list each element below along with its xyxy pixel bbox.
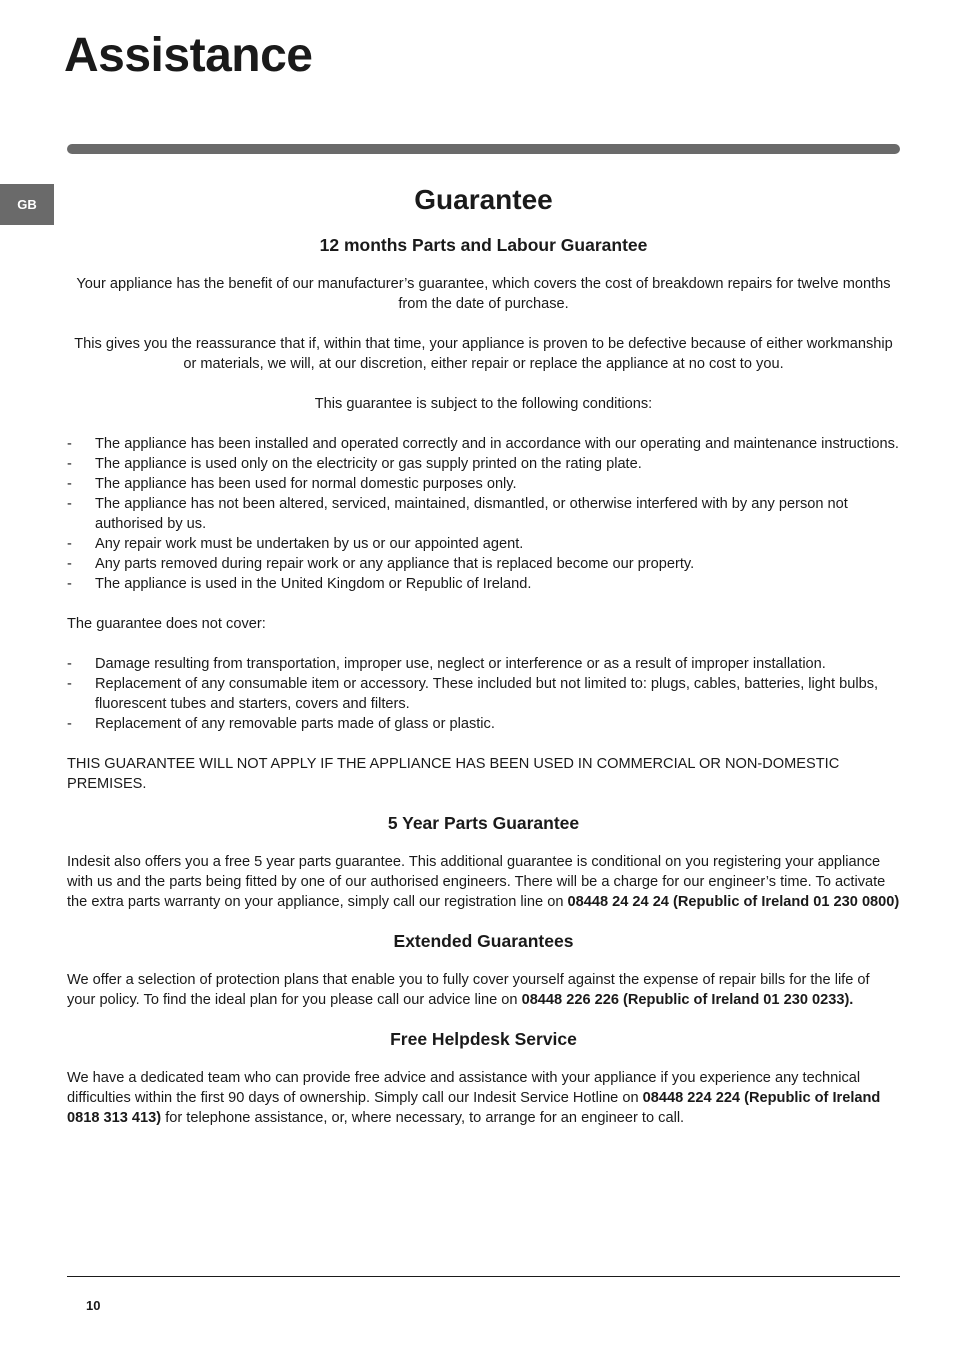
advice-phone: 08448 226 226 (Republic of Ireland 01 230 0233).: [521, 992, 854, 1008]
page-number: 10: [86, 1298, 101, 1313]
header-divider: [67, 144, 900, 154]
footer-divider: [67, 1276, 900, 1277]
extended-guarantees-heading: Extended Guarantees: [393, 931, 574, 951]
list-item: - Damage resulting from transportation, improper use, neglect or interference or as a result of improper installation.: [67, 654, 900, 674]
helpdesk-body-end: for telephone assistance, or, where necessary, to arrange for an engineer to call.: [161, 1110, 685, 1126]
service-hotline-phone: 08448 224 224 (Republic of Ireland 0818 313 413): [67, 1090, 881, 1126]
guarantee-content: [67, 180, 900, 1128]
helpdesk-body: We have a dedicated team who can provide free advice and assistance with your appliance if you experience any technical difficulties within the first 90 days of ownership. Simply call our Indesit Service Hotline on: [67, 1070, 861, 1106]
extended-guarantees-body: We offer a selection of protection plans that enable you to fully cover yourself against the expense of repair bills for the life of your policy. To find the ideal plan for you please call our advice line on: [67, 972, 870, 1008]
list-item: - Any parts removed during repair work or any appliance that is replaced become our property.: [67, 554, 900, 574]
registration-phone: 08448 24 24 24 (Republic of Ireland 01 230 0800): [567, 894, 900, 910]
section-title: Guarantee: [414, 184, 553, 215]
exclusions-list: [67, 654, 900, 734]
page-title: Assistance: [64, 29, 313, 82]
labour-guarantee-heading: 12 months Parts and Labour Guarantee: [319, 235, 648, 255]
list-item: - Any repair work must be undertaken by us or our appointed agent.: [67, 534, 900, 554]
conditions-intro: This guarantee is subject to the following conditions:: [314, 396, 653, 412]
list-item: - The appliance has been used for normal domestic purposes only.: [67, 474, 900, 494]
labour-intro-1: Your appliance has the benefit of our manufacturer’s guarantee, which covers the cost of breakdown repairs for twelve months from the date of purchase.: [76, 276, 891, 312]
extended-guarantees-text: [67, 970, 900, 1010]
commercial-use-notice: THIS GUARANTEE WILL NOT APPLY IF THE APPLIANCE HAS BEEN USED IN COMMERCIAL OR NON-DOMESTIC PREMISES.: [67, 756, 840, 792]
labour-intro-2: This gives you the reassurance that if, within that time, your appliance is proven to be defective because of either workmanship or materials, we will, at our discretion, either repair or replace the appliance at no cost to you.: [74, 336, 893, 372]
list-item: - Replacement of any removable parts made of glass or plastic.: [67, 714, 900, 734]
exclusions-intro: The guarantee does not cover:: [67, 616, 266, 632]
list-item: - The appliance is used only on the electricity or gas supply printed on the rating plate.: [67, 454, 900, 474]
parts-guarantee-text: [67, 852, 900, 912]
list-item: - The appliance is used in the United Kingdom or Republic of Ireland.: [67, 574, 900, 594]
parts-guarantee-heading: 5 Year Parts Guarantee: [387, 813, 580, 833]
helpdesk-heading: Free Helpdesk Service: [390, 1029, 577, 1049]
parts-guarantee-body: Indesit also offers you a free 5 year parts guarantee. This additional guarantee is conditional on you registering your appliance with us and the parts being fitted by one of our authorised engineers. There will be a charge for our engineer’s time. To activate the extra parts warranty on your appliance, simply call our registration line on: [67, 854, 886, 910]
list-item: - The appliance has been installed and operated correctly and in accordance with our operating and maintenance instructions.: [67, 434, 900, 454]
list-item: - Replacement of any consumable item or accessory. These included but not limited to: plugs, cables, batteries, light bulbs, fluorescent tubes and starters, covers and filters.: [67, 674, 900, 714]
list-item: - The appliance has not been altered, serviced, maintained, dismantled, or otherwise interfered with by any person not authorised by us.: [67, 494, 900, 534]
conditions-list: [67, 434, 900, 594]
language-tab: GB: [0, 184, 54, 225]
helpdesk-text: [67, 1068, 900, 1128]
